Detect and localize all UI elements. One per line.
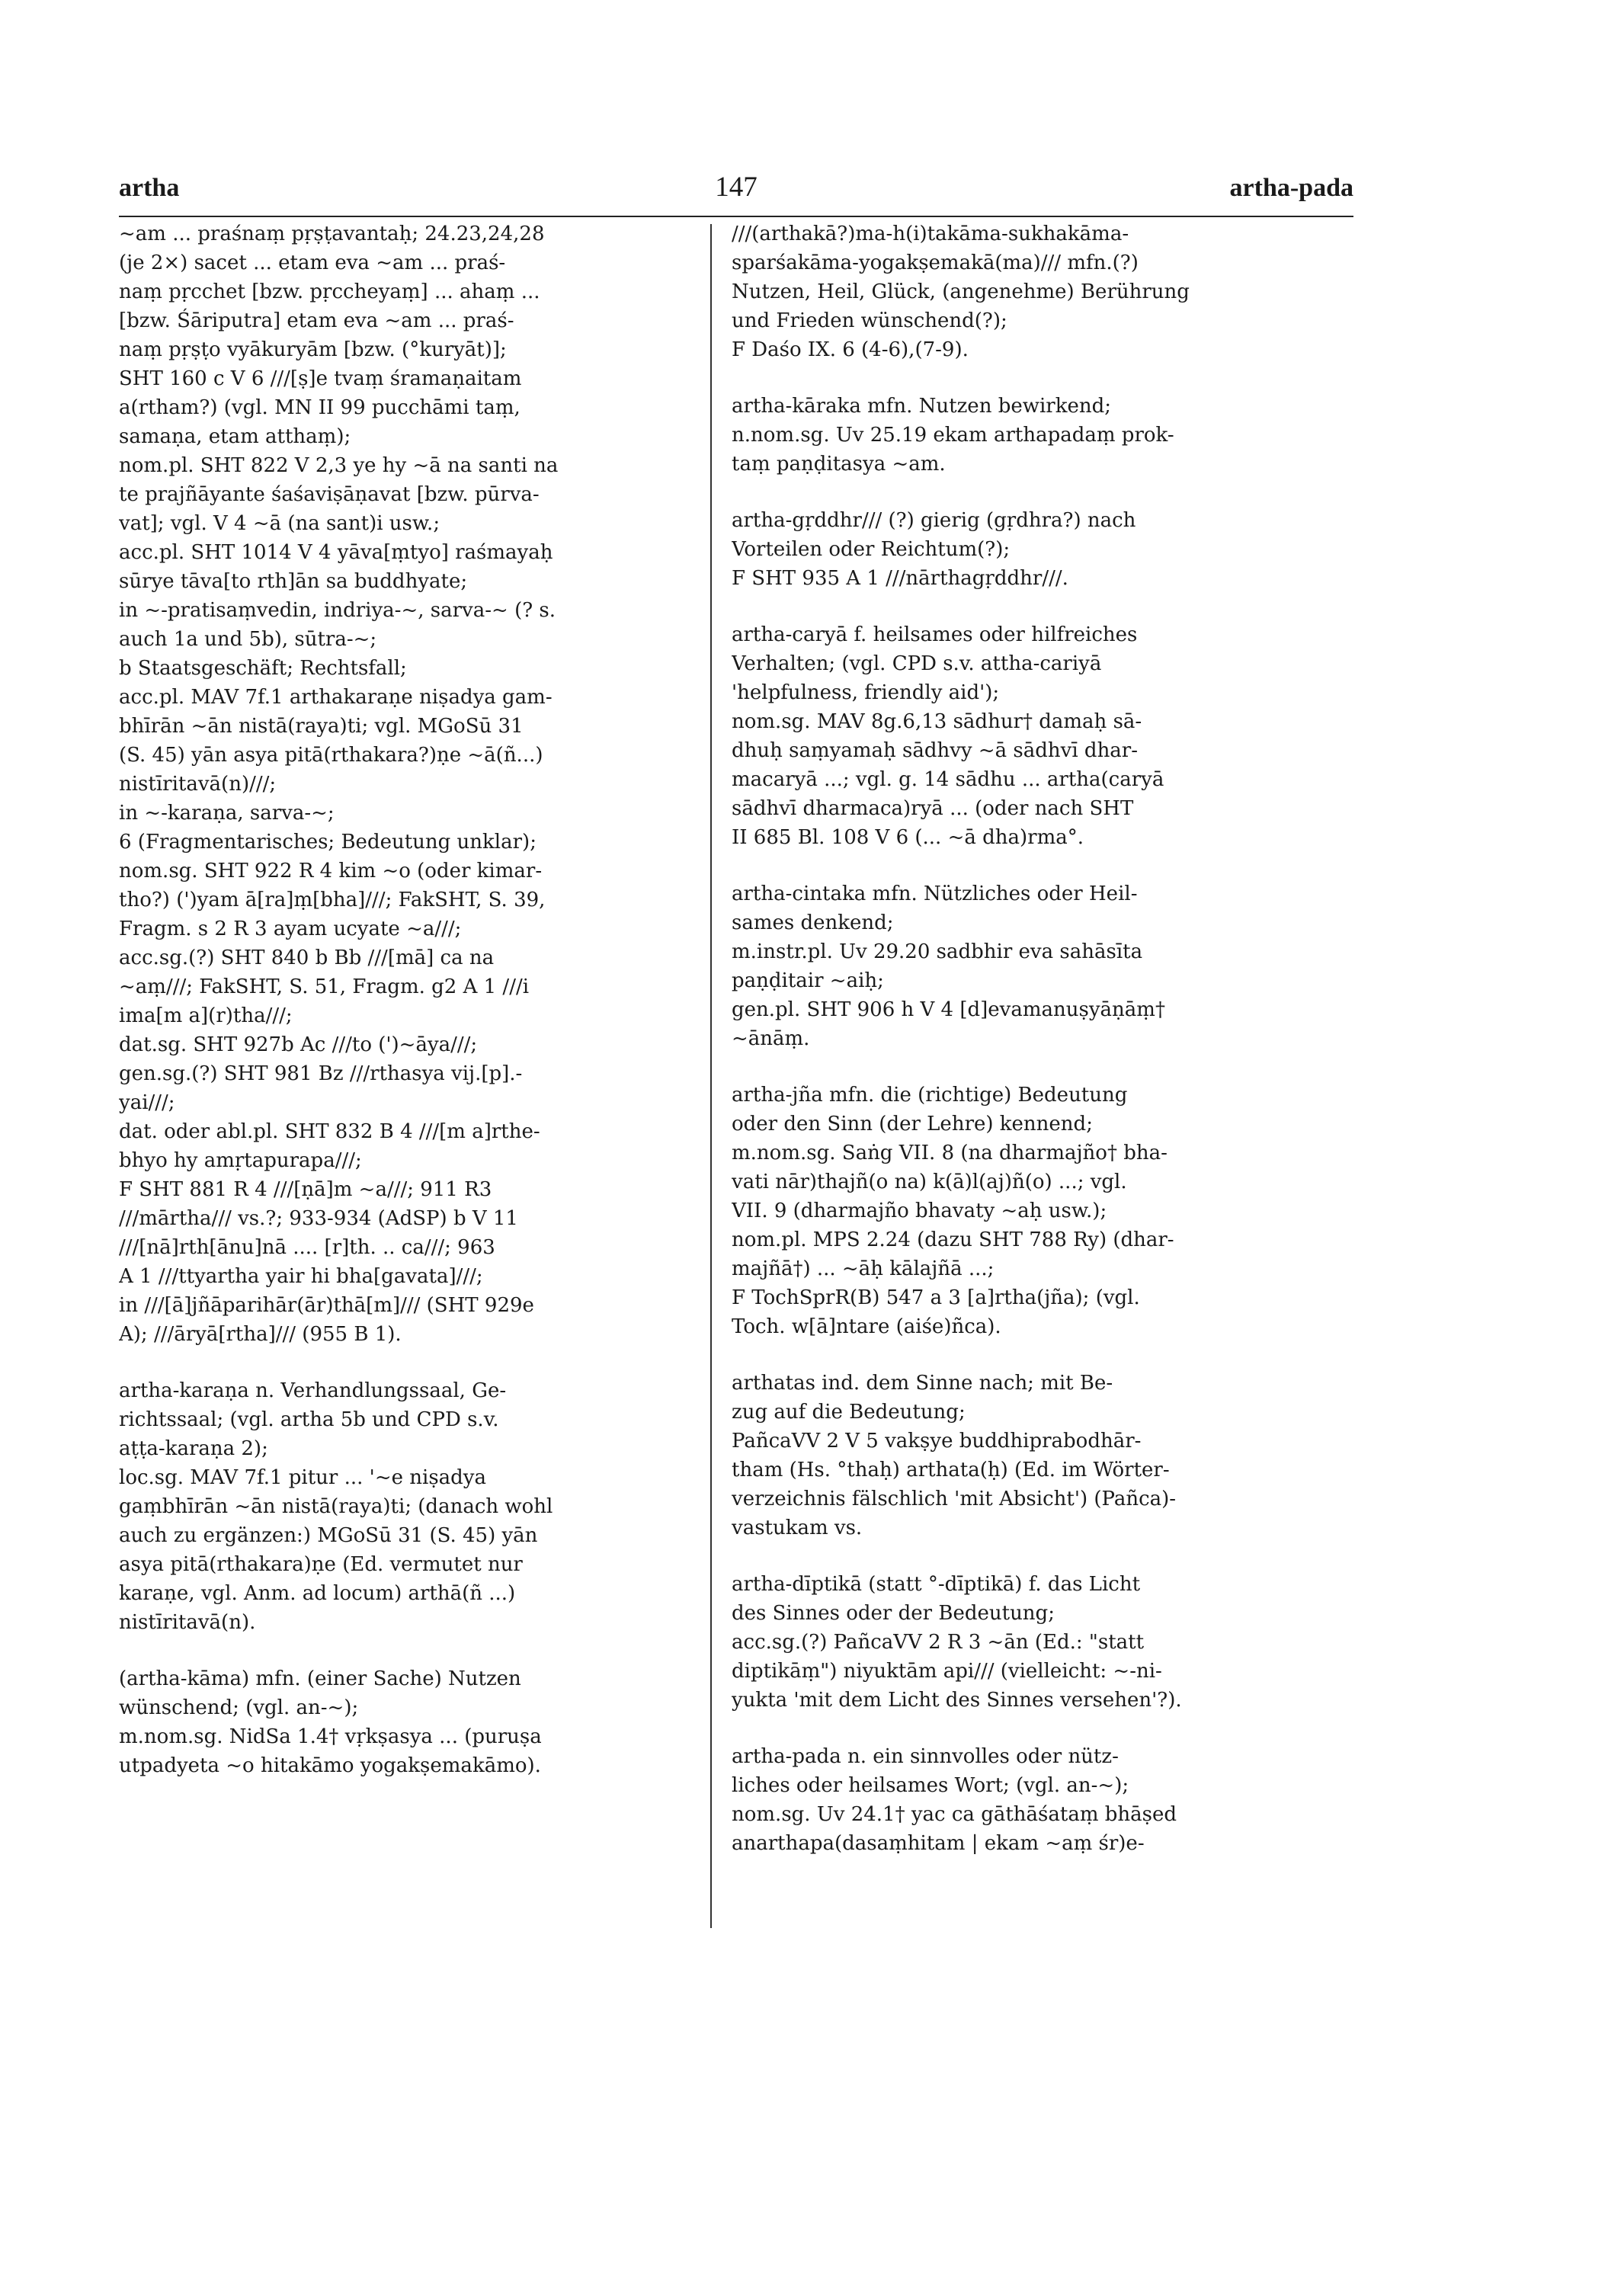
entry-spacer [732, 593, 1311, 620]
entry-line: artha-karaṇa n. Verhandlungssaal, Ge- [119, 1379, 507, 1402]
entry-line: vastukam vs. [732, 1517, 863, 1539]
header-left-keyword: artha [119, 174, 180, 202]
entry-line: artha-jña mfn. die (richtige) Bedeutung [732, 1084, 1128, 1107]
entry-line: nom.pl. MPS 2.24 (dazu SHT 788 Ry) (dhar- [732, 1228, 1174, 1251]
entry-line: F SHT 935 A 1 ///nārthagṛddhr///. [732, 567, 1068, 590]
dictionary-entry [732, 1570, 1311, 1715]
entry-line: in ///[ā]jñāparihār(ār)thā[m]/// (SHT 929e [119, 1294, 534, 1317]
entry-line: majñā†) ... ~āḥ kālajñā ...; [732, 1257, 995, 1280]
entry-line: sādhvī dharmaca)ryā ... (oder nach SHT [732, 797, 1134, 820]
entry-line: taṃ paṇḍitasya ~am. [732, 453, 946, 476]
entry-line: acc.sg.(?) SHT 840 b Bb ///[mā] ca na [119, 947, 495, 969]
entry-line: VII. 9 (dharmajño bhavaty ~aḥ usw.); [732, 1200, 1107, 1222]
running-header [119, 166, 1353, 204]
entry-line: nom.pl. SHT 822 V 2,3 ye hy ~ā na santi na [119, 454, 559, 477]
entry-spacer [732, 1715, 1311, 1742]
entry-line: nistīritavā(n)///; [119, 773, 277, 796]
entry-line: artha-gṛddhr/// (?) gierig (gṛdhra?) nach [732, 509, 1136, 532]
entry-line: des Sinnes oder der Bedeutung; [732, 1602, 1055, 1625]
entry-spacer [119, 1349, 698, 1376]
entry-line: F Daśo IX. 6 (4-6),(7-9). [732, 338, 969, 361]
dictionary-entry [732, 506, 1311, 593]
entry-spacer [732, 852, 1311, 879]
entry-line: karaṇe, vgl. Anm. ad locum) arthā(ñ ...) [119, 1582, 516, 1605]
entry-line: dhuḥ saṃyamaḥ sādhvy ~ā sādhvī dhar- [732, 739, 1139, 762]
dictionary-entry [732, 1081, 1311, 1341]
entry-line: gen.sg.(?) SHT 981 Bz ///rthasya vij.[p].- [119, 1062, 523, 1085]
entry-line: und Frieden wünschend(?); [732, 309, 1007, 332]
entry-line: yukta 'mit dem Licht des Sinnes versehen'?). [732, 1689, 1182, 1712]
entry-line: artha-pada n. ein sinnvolles oder nütz- [732, 1745, 1119, 1768]
entry-line: ///[nā]rth[ānu]nā .... [r]th. .. ca///; 963 [119, 1236, 495, 1259]
entry-line: dat. oder abl.pl. SHT 832 B 4 ///[m a]rthe- [119, 1120, 540, 1143]
entry-line: acc.pl. MAV 7f.1 arthakaraṇe niṣadya gam- [119, 686, 553, 709]
entry-spacer [732, 364, 1311, 392]
dictionary-entry [732, 392, 1311, 479]
entry-line: samaṇa, etam atthaṃ); [119, 425, 351, 448]
entry-spacer [732, 1053, 1311, 1081]
entry-line: sparśakāma-yogakṣemakā(ma)/// mfn.(?) [732, 251, 1139, 274]
entry-spacer [732, 1341, 1311, 1369]
entry-line: F TochSprR(B) 547 a 3 [a]rtha(jña); (vgl. [732, 1286, 1140, 1309]
entry-spacer [732, 1542, 1311, 1570]
entry-line: [bzw. Śāriputra] etam eva ~am ... praś- [119, 309, 514, 332]
entry-line: tham (Hs. °thaḥ) arthata(ḥ) (Ed. im Wörter- [732, 1459, 1170, 1481]
dictionary-entry [119, 1664, 698, 1780]
entry-line: zug auf die Bedeutung; [732, 1401, 966, 1424]
right-column [732, 219, 1311, 1858]
entry-line: nom.sg. SHT 922 R 4 kim ~o (oder kimar- [119, 860, 543, 882]
entry-line: 'helpfulness, friendly aid'); [732, 681, 1000, 704]
entry-line: Toch. w[ā]ntare (aiśe)ñca). [732, 1315, 1001, 1338]
entry-line: vat]; vgl. V 4 ~ā (na sant)i usw.; [119, 512, 440, 535]
entry-line: A); ///āryā[rtha]/// (955 B 1). [119, 1323, 402, 1346]
entry-line: F SHT 881 R 4 ///[ṇā]m ~a///; 911 R3 [119, 1178, 492, 1201]
entry-line: ~aṃ///; FakSHT, S. 51, Fragm. g2 A 1 ///i [119, 975, 530, 998]
entry-line: a(rtham?) (vgl. MN II 99 pucchāmi taṃ, [119, 396, 521, 419]
entry-line: II 685 Bl. 108 V 6 (... ~ā dha)rma°. [732, 826, 1084, 849]
entry-line: loc.sg. MAV 7f.1 pitur ... '~e niṣadya [119, 1466, 486, 1489]
dictionary-entry [119, 219, 698, 1349]
entry-line: ///(arthakā?)ma-h(i)takāma-sukhakāma- [732, 223, 1129, 245]
entry-line: anarthapa(dasaṃhitam | ekam ~aṃ śr)e- [732, 1832, 1145, 1855]
entry-line: sūrye tāva[to rth]ān sa buddhyate; [119, 570, 468, 593]
entry-spacer [119, 1637, 698, 1664]
dictionary-entry [732, 620, 1311, 852]
entry-line: n.nom.sg. Uv 25.19 ekam arthapadaṃ prok- [732, 424, 1174, 447]
header-rule [119, 216, 1353, 217]
entry-line: bhyo hy amṛtapurapa///; [119, 1149, 362, 1172]
entry-line: aṭṭa-karaṇa 2); [119, 1437, 268, 1460]
entry-line: artha-cintaka mfn. Nützliches oder Heil- [732, 882, 1138, 905]
entry-line: utpadyeta ~o hitakāmo yogakṣemakāmo). [119, 1754, 541, 1777]
entry-line: gaṃbhīrān ~ān nistā(raya)ti; (danach wohl [119, 1495, 553, 1518]
entry-line: Fragm. s 2 R 3 ayam ucyate ~a///; [119, 918, 462, 940]
entry-line: gen.pl. SHT 906 h V 4 [d]evamanuṣyāṇāṃ† [732, 998, 1165, 1021]
entry-line: nom.sg. MAV 8g.6,13 sādhur† damaḥ sā- [732, 710, 1142, 733]
entry-line: naṃ pṛcchet [bzw. pṛccheyaṃ] ... ahaṃ ... [119, 280, 540, 303]
entry-line: auch 1a und 5b), sūtra-~; [119, 628, 377, 651]
page-number: 147 [715, 171, 758, 203]
entry-line: in ~-karaṇa, sarva-~; [119, 802, 335, 825]
entry-line: A 1 ///ttyartha yair hi bha[gavata]///; [119, 1265, 483, 1288]
entry-line: sames denkend; [732, 911, 894, 934]
dictionary-entry [732, 879, 1311, 1053]
entry-line: oder den Sinn (der Lehre) kennend; [732, 1113, 1093, 1135]
column-divider [710, 224, 712, 1928]
entry-line: verzeichnis fälschlich 'mit Absicht') (Pañca)- [732, 1488, 1177, 1510]
entry-line: bhīrān ~ān nistā(raya)ti; vgl. MGoSū 31 [119, 715, 524, 738]
entry-line: dat.sg. SHT 927b Ac ///to (')~āya///; [119, 1033, 478, 1056]
entry-spacer [732, 479, 1311, 506]
dictionary-entry [119, 1376, 698, 1637]
entry-line: arthatas ind. dem Sinne nach; mit Be- [732, 1372, 1113, 1395]
entry-line: b Staatsgeschäft; Rechtsfall; [119, 657, 407, 680]
entry-line: in ~-pratisaṃvedin, indriya-~, sarva-~ (? s. [119, 599, 556, 622]
left-column [119, 219, 698, 1780]
entry-line: tho?) (')yam ā[ra]ṃ[bha]///; FakSHT, S. 39, [119, 889, 546, 911]
dictionary-entry [732, 1742, 1311, 1858]
entry-line: (artha-kāma) mfn. (einer Sache) Nutzen [119, 1667, 521, 1690]
entry-line: m.instr.pl. Uv 29.20 sadbhir eva sahāsīta [732, 940, 1143, 963]
entry-line: artha-caryā f. heilsames oder hilfreiches [732, 623, 1138, 646]
entry-line: Nutzen, Heil, Glück, (angenehme) Berührung [732, 280, 1190, 303]
entry-line: wünschend; (vgl. an-~); [119, 1696, 359, 1719]
entry-line: Vorteilen oder Reichtum(?); [732, 538, 1011, 561]
entry-line: (S. 45) yān asya pitā(rthakara?)ṇe ~ā(ñ...) [119, 744, 543, 767]
dictionary-entry [732, 219, 1311, 364]
entry-line: ~ānāṃ. [732, 1027, 810, 1050]
entry-line: nistīritavā(n). [119, 1611, 256, 1634]
entry-line: acc.pl. SHT 1014 V 4 yāva[ṃtyo] raśmayaḥ [119, 541, 553, 564]
entry-line: diptikāṃ") niyuktām api/// (vielleicht: ~-ni- [732, 1660, 1162, 1683]
entry-line: naṃ pṛṣṭo vyākuryām [bzw. (°kuryāt)]; [119, 338, 507, 361]
entry-line: SHT 160 c V 6 ///[ṣ]e tvaṃ śramaṇaitam [119, 367, 522, 390]
entry-line: macaryā ...; vgl. g. 14 sādhu ... artha(caryā [732, 768, 1164, 791]
entry-line: artha-kāraka mfn. Nutzen bewirkend; [732, 395, 1112, 418]
entry-line: ~am ... praśnaṃ pṛṣṭavantaḥ; 24.23,24,28 [119, 223, 545, 245]
entry-line: vati nār)thajñ(o na) k(ā)l(aj)ñ(o) ...; vgl. [732, 1171, 1127, 1193]
entry-line: Verhalten; (vgl. CPD s.v. attha-cariyā [732, 652, 1102, 675]
entry-line: liches oder heilsames Wort; (vgl. an-~); [732, 1774, 1129, 1797]
entry-line: richtssaal; (vgl. artha 5b und CPD s.v. [119, 1408, 499, 1431]
dictionary-entry [732, 1369, 1311, 1542]
entry-line: acc.sg.(?) PañcaVV 2 R 3 ~ān (Ed.: "statt [732, 1631, 1145, 1654]
entry-line: PañcaVV 2 V 5 vakṣye buddhiprabodhār- [732, 1430, 1142, 1453]
entry-line: m.nom.sg. Saṅg VII. 8 (na dharmajño† bha- [732, 1142, 1168, 1164]
header-right-keyword: artha-pada [1229, 174, 1353, 202]
entry-line: yai///; [119, 1091, 175, 1114]
entry-line: asya pitā(rthakara)ṇe (Ed. vermutet nur [119, 1553, 523, 1576]
entry-line: artha-dīptikā (statt °-dīptikā) f. das Licht [732, 1573, 1141, 1596]
entry-line: nom.sg. Uv 24.1† yac ca gāthāśataṃ bhāṣed [732, 1803, 1177, 1826]
entry-line: ima[m a](r)tha///; [119, 1004, 293, 1027]
entry-line: 6 (Fragmentarisches; Bedeutung unklar); [119, 831, 537, 854]
entry-line: ///mārtha/// vs.?; 933-934 (AdSP) b V 11 [119, 1207, 518, 1230]
entry-line: paṇḍitair ~aiḥ; [732, 969, 884, 992]
entry-line: auch zu ergänzen:) MGoSū 31 (S. 45) yān [119, 1524, 538, 1547]
entry-line: te prajñāyante śaśaviṣāṇavat [bzw. pūrva- [119, 483, 540, 506]
entry-line: m.nom.sg. NidSa 1.4† vṛkṣasya ... (puruṣa [119, 1725, 542, 1748]
entry-line: (je 2×) sacet ... etam eva ~am ... praś- [119, 251, 506, 274]
